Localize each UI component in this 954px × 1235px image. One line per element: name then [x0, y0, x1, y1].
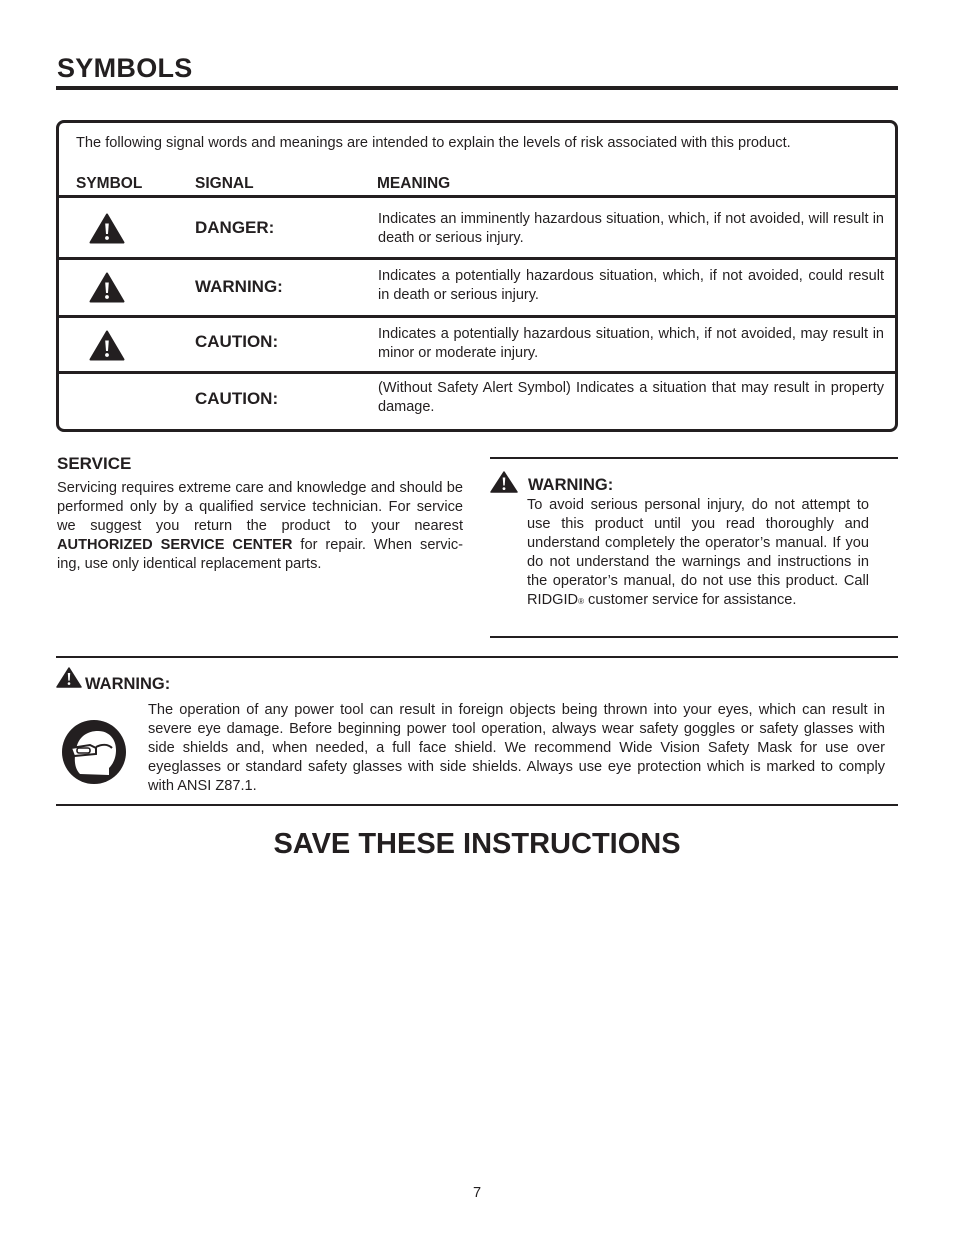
signal-words-table: [56, 120, 898, 432]
warning-text: [527, 496, 869, 611]
warning-title: WARNING:: [528, 476, 614, 494]
table-row-caution-property: [59, 371, 895, 429]
alert-triangle-icon: [56, 667, 82, 688]
signal-danger: DANGER:: [195, 218, 275, 237]
registered-mark: ®: [578, 597, 584, 606]
service-title: SERVICE: [57, 454, 132, 473]
eye-protection-warning: [56, 656, 898, 806]
alert-triangle-icon: [89, 213, 125, 244]
meaning-caution: Indicates a potentially hazardous situation, which, if not avoided, may result in minor or moderate injury.: [378, 326, 884, 361]
service-text-part: Servicing requires extreme care and knowledge and should be performed only by a qualified service technician. For service we suggest you return the product to your nearest: [57, 480, 463, 534]
table-row-warning: [59, 257, 895, 315]
table-intro: The following signal words and meanings are intended to explain the levels of risk associated with this product.: [76, 135, 791, 151]
signal-caution: CAUTION:: [195, 332, 279, 351]
table-row-danger: [59, 195, 895, 257]
signal-caution-property: CAUTION:: [195, 389, 279, 408]
save-instructions-heading: SAVE THESE INSTRUCTIONS: [273, 828, 681, 860]
safety-goggles-icon: [60, 718, 128, 786]
heading-rule: [56, 86, 898, 90]
service-text: [57, 479, 463, 574]
meaning-caution-property: (Without Safety Alert Symbol) Indicates a situation that may result in property damage.: [378, 380, 884, 415]
service-warning-box: [490, 457, 898, 638]
warning-text-part: customer service for assistance.: [583, 592, 797, 608]
alert-triangle-icon: [89, 272, 125, 303]
page-number: 7: [472, 1185, 482, 1201]
warning-title: WARNING:: [85, 675, 171, 693]
meaning-danger: Indicates an imminently hazardous situation, which, if not avoided, will result in death or serious injury.: [378, 211, 884, 246]
warning-text-part: To avoid serious personal injury, do not attempt to use this product until you read thoroughly and understand completely the operator’s manual. If you do not understand the warnings and instructions in the operator’s manual, do not use this product. Call RIDGID: [527, 497, 869, 608]
column-header-signal: SIGNAL: [195, 175, 254, 192]
alert-triangle-icon: [490, 471, 518, 493]
alert-triangle-icon: [89, 330, 125, 361]
column-header-symbol: SYMBOL: [76, 175, 143, 192]
authorized-service-center: AUTHORIZED SERVICE CENTER: [57, 537, 293, 553]
page-title: SYMBOLS: [57, 53, 193, 83]
signal-warning: WARNING:: [195, 277, 283, 296]
column-header-meaning: MEANING: [377, 175, 451, 192]
meaning-warning: Indicates a potentially hazardous situation, which, if not avoided, could result in death or serious injury.: [378, 268, 884, 303]
service-text-part: for repair. When servic-ing, use only identical replacement parts.: [57, 537, 463, 572]
table-row-caution: [59, 315, 895, 371]
eye-warning-text: The operation of any power tool can result in foreign objects being thrown into your eyes, which can result in severe eye damage. Before beginning power tool operation, always wear safety goggles or safety glasses with side shields and, when needed, a full face shield. We recommend Wide Vision Safety Mask for use over eyeglasses or standard safety glasses with side shields. Always use eye protection which is marked to comply with ANSI Z87.1.: [148, 702, 885, 794]
